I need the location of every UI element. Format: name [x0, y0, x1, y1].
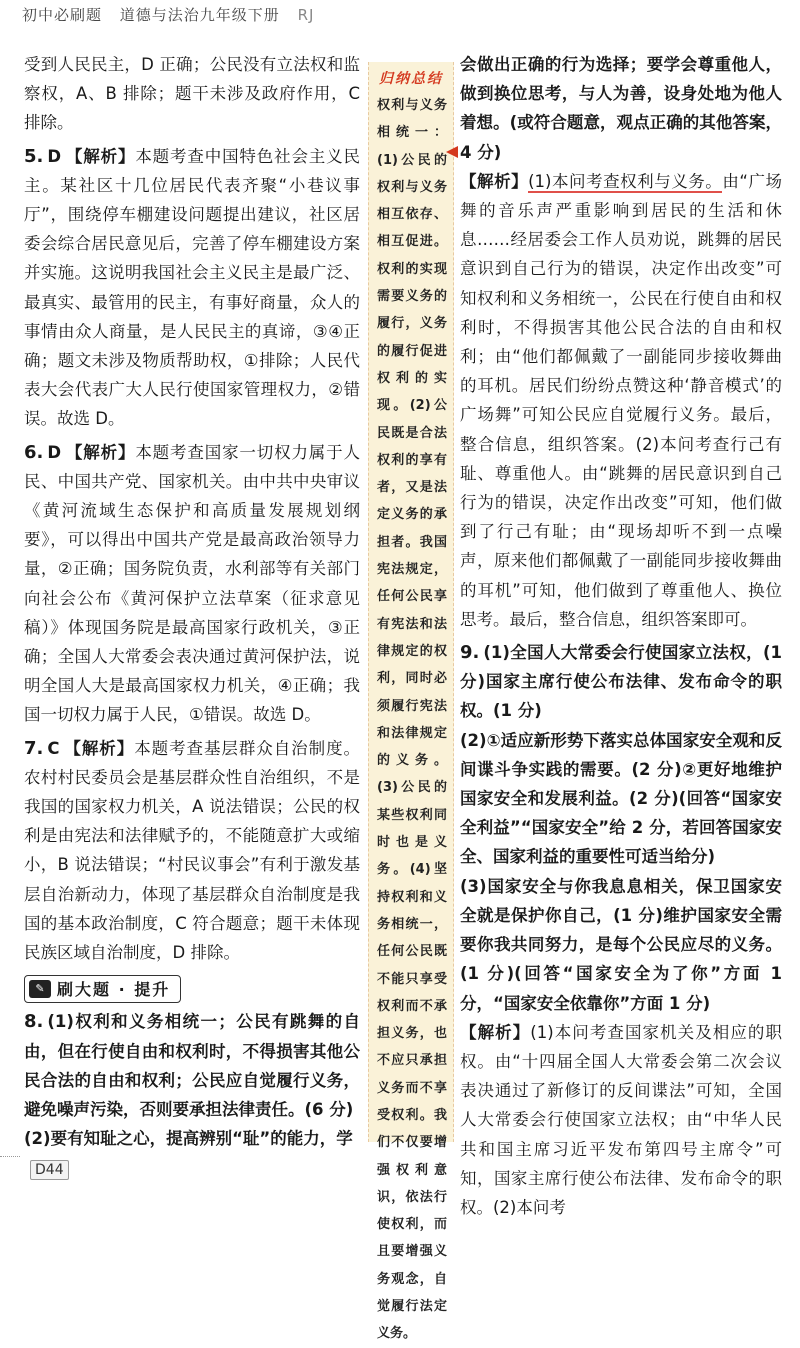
- summary-sidebar: [368, 62, 454, 1342]
- question-8-part-2: (2)要有知耻之心，提高辨别“耻”的能力，学: [24, 1129, 353, 1149]
- question-9-part-3: (3)国家安全与你我息息相关，保卫国家安全就是保护你自己，(1 分)维护国家安全需要你我共同努力，是每个公民应尽的义务。(1 分)(回答“国家安全为了你”方面 1 分，“国家安全依靠你”方面 1 分): [460, 876, 782, 1013]
- question-number: 8.: [24, 1011, 44, 1033]
- question-8-part-1: [24, 1007, 360, 1124]
- answer-letter: D: [47, 442, 62, 462]
- analysis-tag: 【解析】: [65, 146, 136, 166]
- question-number: 7.: [24, 737, 44, 759]
- answer-letter: C: [47, 738, 60, 758]
- subject-name: 道德与法治九年级下册: [119, 6, 280, 24]
- q4-continuation: 受到人民民主，D 正确；公民没有立法权和监察权，A、B 排除；题干未涉及政府作用，C 排除。: [24, 55, 360, 133]
- analysis-tag: 【解析】: [460, 1022, 531, 1042]
- question-number: 9.: [460, 642, 480, 664]
- right-column: [460, 50, 782, 1222]
- sidebar-text: 权利与义务相统一：(1)公民的权利与义务相互依存、相互促进。权利的实现需要义务的履行，义务的履行促进权利的实现。(2)公民既是合法权利的享有者，又是法定义务的承担者。我国宪法规定，任何公民享有宪法和法律规定的权利，同时必须履行宪法和法律规定的义务。(3)公民的某些权利同时也是义务。(4)坚持权利和义务相统一，任何公民既不能只享受权利而不承担义务，也不应只承担义务而不享受权利。我们不仅要增强权利意识，依法行使权利，而且要增强义务观念，自觉履行法定义务。: [377, 98, 447, 1342]
- sidebar-title: 归纳总结: [379, 71, 443, 87]
- analysis-text: 本题考查基层群众自治制度。农村村民委员会是基层群众性自治组织，不是我国的国家权力机关，A 说法错误；公民的权利是由宪法和法律赋予的，不能随意扩大或缩小，B 说法错误；“村民议事会”有利于激发基层自治新动力，体现了基层群众自治制度是我国的基本政治制度，C 符合题意；题干未体现民族区域自治制度，D 排除。: [24, 738, 361, 963]
- question-9-analysis: [460, 1018, 782, 1222]
- analysis-text: (1)本问考查国家机关及相应的职权。由“十四届全国人大常委会第二次会议表决通过了新修订的反间谍法”可知，全国人大常委会行使国家立法权；由“中华人民共和国主席习近平发布第四号主席令”可知，国家主席行使公布法律、发布命令的职权。(2)本问考: [460, 1022, 782, 1217]
- edition-label: RJ: [297, 6, 315, 24]
- answer-letter: D: [47, 146, 62, 166]
- question-number: 6.: [24, 441, 44, 463]
- question-9-part-2: (2)①适应新形势下落实总体国家安全观和反间谍斗争实践的需要。(2 分)②更好地维护国家安全和发展利益。(2 分)(回答“国家安全利益”“国家安全”给 2 分，若回答国家安全、国家利益的重要性可适当给分): [460, 730, 782, 867]
- answer-text: (1)全国人大常委会行使国家立法权，(1 分)国家主席行使公布法律、发布命令的职权。(1 分): [460, 643, 782, 721]
- answer-text: (1)权利和义务相统一；公民有跳舞的自由，但在行使自由和权利时，不得损害其他公民合法的自由和权利；公民应自觉履行义务，避免噪声污染，否则要承担法律责任。(6 分): [24, 1012, 360, 1119]
- analysis-tag: 【解析】: [63, 738, 135, 758]
- series-name: 初中必刷题: [22, 6, 103, 24]
- analysis-tag: 【解析】: [65, 442, 136, 462]
- question-9-part-1: [460, 638, 782, 726]
- analysis-text: 本题考查国家一切权力属于人民、中国共产党、国家机关。由中共中央审议《黄河流域生态保护和高质量发展规划纲要》，可以得出中国共产党是最高政治领导力量，②正确；国务院负责，水利部等有关部门向社会公布《黄河保护立法草案（征求意见稿）》体现国务院是最高国家行政机关，③正确；全国人大常委会表决通过黄河保护法，说明全国人大是最高国家权力机关，④正确；我国一切权力属于人民，①错误。故选 D。: [24, 442, 361, 725]
- page-header: [22, 4, 326, 25]
- corner-divider: [0, 1156, 20, 1215]
- pointer-arrow-icon: [446, 146, 458, 158]
- section-banner: [24, 975, 181, 1003]
- question-number: 5.: [24, 145, 44, 167]
- page-number: D44: [30, 1160, 69, 1180]
- left-column: [24, 50, 360, 1153]
- question-8-analysis: [460, 167, 782, 634]
- question-5-answer: [24, 142, 360, 434]
- question-6-answer: [24, 438, 360, 730]
- question-7-answer: [24, 734, 360, 968]
- question-8-continuation: 会做出正确的行为选择；要学会尊重他人，做到换位思考，与人为善，设身处地为他人着想。(或符合题意，观点正确的其他答案，4 分): [460, 55, 782, 162]
- analysis-text: 由“广场舞的音乐声严重影响到居民的生活和休息……经居委会工作人员劝说，跳舞的居民意识到自己行为的错误，决定作出改变”可知权利和义务相统一，公民在行使自由和权利时，不得损害其他公民合法的自由和权利；由“他们都佩戴了一副能同步接收舞曲的耳机。居民们纷纷点赞这种‘静音模式’的广场舞”可知公民应自觉履行义务。最后，整合信息，组织答案。(2)本问考查行己有耻、尊重他人。由“跳舞的居民意识到自己行为的错误，决定作出改变”可知，他们做到了行己有耻；由“现场却听不到一点噪声，原来他们都佩戴了一副能同步接收舞曲的耳机”可知，他们做到了尊重他人、换位思考。最后，整合信息，组织答案即可。: [460, 171, 782, 629]
- analysis-text: 本题考查中国特色社会主义民主。某社区十几位居民代表齐聚“小巷议事厅”，围绕停车棚建设问题提出建议，社区居委会综合居民意见后，完善了停车棚建设方案并实施。这说明我国社会主义民主是最广泛、最真实、最管用的民主，有事好商量，众人的事情由众人商量，是人民民主的真谛，③④正确；题文未涉及物质帮助权，①排除；人民代表大会代表广大人民行使国家管理权力，②错误。故选 D。: [24, 146, 361, 429]
- highlighted-text: (1)本问考查权利与义务。: [528, 171, 723, 191]
- section-title: 刷大题 · 提升: [57, 979, 171, 999]
- pencil-icon: ✎: [29, 980, 51, 998]
- analysis-tag: 【解析】: [460, 171, 529, 191]
